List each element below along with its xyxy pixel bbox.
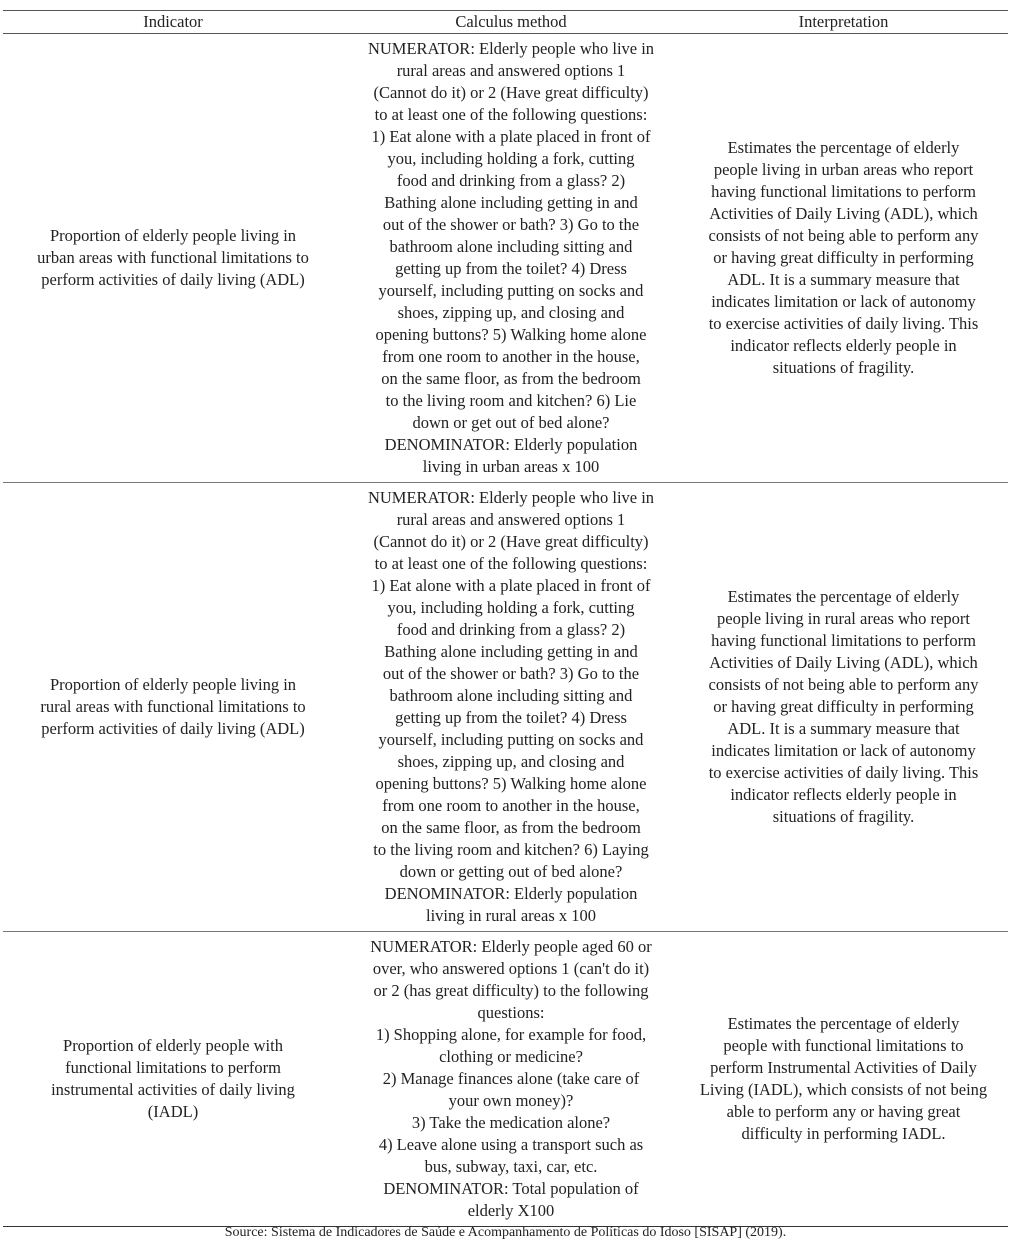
text-line: yourself, including putting on socks and [378, 730, 644, 749]
text-line: indicates limitation or lack of autonomy [711, 292, 976, 311]
indicator-cell [3, 483, 343, 932]
text-line: bus, subway, taxi, car, etc. [424, 1157, 598, 1176]
text-line: getting up from the toilet? 4) Dress [395, 708, 627, 727]
text-line: to at least one of the following questions: [374, 554, 648, 573]
text-line: people living in urban areas who report [713, 160, 974, 179]
text-line: difficulty in performing IADL. [741, 1124, 946, 1143]
text-line: your own money)? [448, 1091, 574, 1110]
calculus-method-cell [343, 34, 679, 483]
text-line: from one room to another in the house, [382, 796, 640, 815]
text-line: rural areas and answered options 1 [396, 61, 626, 80]
calculus-method-cell [343, 932, 679, 1227]
text-line: DENOMINATOR: Elderly population [384, 435, 638, 454]
header-calculus-method: Calculus method [343, 11, 679, 34]
header-interpretation: Interpretation [679, 11, 1008, 34]
text-line: or 2 (has great difficulty) to the following [373, 981, 649, 1000]
text-line: ADL. It is a summary measure that [727, 270, 960, 289]
text-line: questions: [477, 1003, 545, 1022]
text-line: ADL. It is a summary measure that [727, 719, 960, 738]
text-line: shoes, zipping up, and closing and [397, 303, 625, 322]
text-line: Estimates the percentage of elderly [727, 587, 960, 606]
text-line: having functional limitations to perform [711, 182, 976, 201]
text-line: to exercise activities of daily living. This [708, 763, 979, 782]
text-line: Bathing alone including getting in and [384, 642, 638, 661]
text-line: 3) Take the medication alone? [411, 1113, 611, 1132]
text-line: people living in rural areas who report [717, 609, 970, 628]
text-line: or having great difficulty in performing [713, 248, 974, 267]
text-line: situations of fragility. [772, 807, 915, 826]
text-line: or having great difficulty in performing [713, 697, 974, 716]
text-line: food and drinking from a glass? 2) [396, 620, 626, 639]
text-line: elderly X100 [467, 1201, 555, 1220]
table-row [3, 34, 1008, 483]
text-line: DENOMINATOR: Elderly population [384, 884, 638, 903]
text-line: indicator reflects elderly people in [730, 785, 957, 804]
text-line: down or get out of bed alone? [412, 413, 610, 432]
indicators-table [3, 10, 1008, 1227]
text-line: (IADL) [147, 1102, 199, 1121]
table-body [3, 34, 1008, 1227]
text-line: DENOMINATOR: Total population of [383, 1179, 639, 1198]
text-line: on the same floor, as from the bedroom [381, 818, 641, 837]
text-line: 2) Manage finances alone (take care of [382, 1069, 640, 1088]
indicator-cell [3, 34, 343, 483]
text-line: yourself, including putting on socks and [378, 281, 644, 300]
text-line: indicates limitation or lack of autonomy [711, 741, 976, 760]
text-line: NUMERATOR: Elderly people who live in [367, 39, 655, 58]
header-row [3, 11, 1008, 34]
text-line: situations of fragility. [772, 358, 915, 377]
calculus-method-cell [343, 483, 679, 932]
text-line: to the living room and kitchen? 6) Lie [385, 391, 637, 410]
text-line: down or getting out of bed alone? [399, 862, 623, 881]
text-line: rural areas with functional limitations to [40, 697, 306, 716]
text-line: (Cannot do it) or 2 (Have great difficulty) [373, 532, 649, 551]
text-line: out of the shower or bath? 3) Go to the [382, 215, 640, 234]
text-line: food and drinking from a glass? 2) [396, 171, 626, 190]
text-line: out of the shower or bath? 3) Go to the [382, 664, 640, 683]
text-line: perform activities of daily living (ADL) [41, 270, 305, 289]
text-line: living in urban areas x 100 [422, 457, 600, 476]
text-line: Estimates the percentage of elderly [727, 138, 960, 157]
text-line: clothing or medicine? [439, 1047, 583, 1066]
text-line: 1) Eat alone with a plate placed in front of [371, 576, 651, 595]
text-line: 1) Shopping alone, for example for food, [375, 1025, 647, 1044]
text-line: to the living room and kitchen? 6) Laying [373, 840, 649, 859]
text-line: perform Instrumental Activities of Daily [710, 1058, 977, 1077]
text-line: you, including holding a fork, cutting [387, 598, 635, 617]
header-indicator: Indicator [3, 11, 343, 34]
interpretation-cell [679, 483, 1008, 932]
table-row [3, 483, 1008, 932]
text-line: having functional limitations to perform [711, 631, 976, 650]
text-line: (Cannot do it) or 2 (Have great difficulty) [373, 83, 649, 102]
text-line: Proportion of elderly people living in [49, 675, 297, 694]
text-line: 4) Leave alone using a transport such as [378, 1135, 644, 1154]
text-line: to exercise activities of daily living. This [708, 314, 979, 333]
text-line: getting up from the toilet? 4) Dress [395, 259, 627, 278]
text-line: on the same floor, as from the bedroom [381, 369, 641, 388]
text-line: over, who answered options 1 (can't do it) [372, 959, 650, 978]
text-line: instrumental activities of daily living [51, 1080, 295, 1099]
text-line: Living (IADL), which consists of not being [699, 1080, 988, 1099]
text-line: you, including holding a fork, cutting [387, 149, 635, 168]
table-row [3, 932, 1008, 1227]
text-line: to at least one of the following questions: [374, 105, 648, 124]
text-line: functional limitations to perform [65, 1058, 281, 1077]
text-line: Activities of Daily Living (ADL), which [709, 653, 978, 672]
text-line: Proportion of elderly people living in [49, 226, 297, 245]
text-line: Bathing alone including getting in and [384, 193, 638, 212]
indicator-cell [3, 932, 343, 1227]
text-line: living in rural areas x 100 [426, 906, 596, 925]
text-line: people with functional limitations to [723, 1036, 964, 1055]
text-line: shoes, zipping up, and closing and [397, 752, 625, 771]
text-line: Estimates the percentage of elderly [727, 1014, 960, 1033]
text-line: bathroom alone including sitting and [389, 686, 633, 705]
text-line: opening buttons? 5) Walking home alone [375, 774, 647, 793]
text-line: Activities of Daily Living (ADL), which [709, 204, 978, 223]
text-line: NUMERATOR: Elderly people aged 60 or [370, 937, 652, 956]
text-line: rural areas and answered options 1 [396, 510, 626, 529]
text-line: Proportion of elderly people with [63, 1036, 283, 1055]
text-line: consists of not being able to perform any [708, 226, 979, 245]
text-line: NUMERATOR: Elderly people who live in [367, 488, 655, 507]
text-line: 1) Eat alone with a plate placed in front of [371, 127, 651, 146]
source-note: Source: Sistema de Indicadores de Saúde e Acompanhamento de Políticas do Idoso [SISAP] (2019). [224, 1225, 787, 1240]
text-line: opening buttons? 5) Walking home alone [375, 325, 647, 344]
text-line: able to perform any or having great [726, 1102, 961, 1121]
text-line: urban areas with functional limitations to [37, 248, 309, 267]
text-line: consists of not being able to perform any [708, 675, 979, 694]
interpretation-cell [679, 34, 1008, 483]
text-line: from one room to another in the house, [382, 347, 640, 366]
text-line: indicator reflects elderly people in [730, 336, 957, 355]
interpretation-cell [679, 932, 1008, 1227]
text-line: bathroom alone including sitting and [389, 237, 633, 256]
text-line: perform activities of daily living (ADL) [41, 719, 305, 738]
